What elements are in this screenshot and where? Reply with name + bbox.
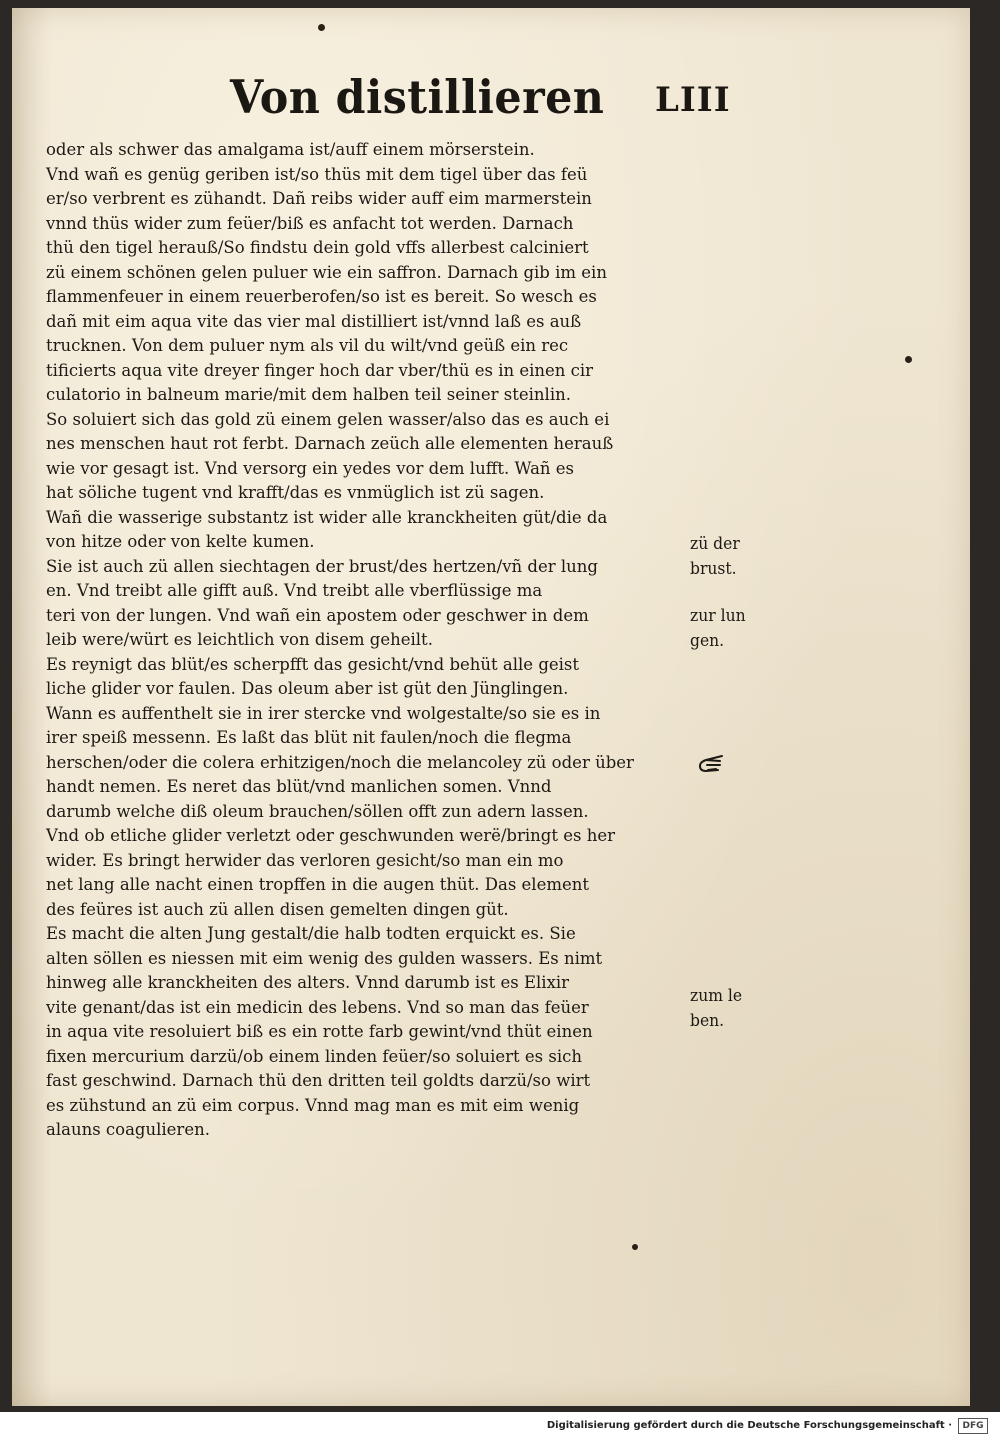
ink-spot	[318, 24, 325, 31]
text-line: So soluiert sich das gold zü einem gelen wasser/also das es auch ei	[46, 409, 610, 429]
running-head: Von distillieren	[230, 70, 605, 124]
text-line: Vnd wañ es genüg geriben ist/so thüs mit dem tigel über das feü	[46, 164, 588, 184]
marginal-note-line: zur lun	[690, 606, 746, 625]
text-line: trucknen. Von dem puluer nym als vil du wilt/vnd geüß ein rec	[46, 336, 569, 355]
text-line: en. Vnd treibt alle gifft auß. Vnd treibt alle vberflüssige ma	[46, 581, 543, 600]
ink-spot	[632, 1244, 638, 1250]
marginal-note-line: ben.	[690, 1010, 725, 1030]
text-line: von hitze oder von kelte kumen.	[46, 532, 315, 551]
marginal-note-lungen	[690, 604, 760, 653]
text-line: Es macht die alten Jung gestalt/die halb todten erquickt es. Sie	[46, 924, 576, 943]
text-line: er/so verbrent es zühandt. Dañ reibs wider auff eim marmerstein	[46, 189, 592, 208]
text-line: fixen mercurium darzü/ob einem linden feüer/so soluiert es sich	[46, 1046, 582, 1066]
pointing-hand-icon	[696, 748, 726, 778]
text-line: leib were/würt es leichtlich von disem geheilt.	[46, 630, 433, 649]
text-line: Sie ist auch zü allen siechtagen der brust/des hertzen/vñ der lung	[46, 556, 598, 576]
text-line: alten söllen es niessen mit eim wenig des gulden wassers. Es nimt	[46, 948, 603, 968]
text-line: teri von der lungen. Vnd wañ ein apostem oder geschwer in dem	[46, 605, 589, 625]
text-line: vite genant/das ist ein medicin des lebens. Vnd so man das feüer	[46, 997, 589, 1017]
dfg-logo-icon: DFG	[958, 1418, 988, 1434]
marginal-note-brust	[690, 532, 760, 581]
text-line: des feüres ist auch zü allen disen gemelten dingen güt.	[46, 899, 509, 919]
text-line: in aqua vite resoluiert biß es ein rotte farb gewint/vnd thüt einen	[46, 1022, 593, 1041]
footer-bar	[0, 1412, 1000, 1440]
text-line: tificierts aqua vite dreyer finger hoch dar vber/thü es in einen cir	[46, 360, 594, 380]
text-line: liche glider vor faulen. Das oleum aber ist güt den Jünglingen.	[46, 679, 569, 698]
marginal-note-line: zü der	[690, 534, 740, 553]
text-line: vnnd thüs wider zum feüer/biß es anfacht tot werden. Darnach	[46, 213, 574, 233]
marginal-note-line: gen.	[690, 630, 725, 650]
footer-credit: Digitalisierung gefördert durch die Deutsche Forschungsgemeinschaft ·	[546, 1420, 952, 1431]
text-line: net lang alle nacht einen tropffen in die augen thüt. Das element	[46, 875, 590, 894]
text-line: dañ mit eim aqua vite das vier mal distilliert ist/vnnd laß es auß	[46, 311, 582, 331]
text-line: thü den tigel herauß/So findstu dein gold vffs allerbest calciniert	[46, 238, 589, 257]
text-line: wie vor gesagt ist. Vnd versorg ein yedes vor dem lufft. Wañ es	[46, 458, 575, 478]
text-line: oder als schwer das amalgama ist/auff einem mörserstein.	[46, 140, 535, 159]
folio-number: LIII	[655, 80, 731, 120]
marginal-note-line: zum le	[690, 986, 743, 1005]
text-line: alauns coagulieren.	[46, 1120, 210, 1139]
text-line: irer speiß messenn. Es laßt das blüt nit faulen/noch die flegma	[46, 728, 572, 747]
text-line: fast geschwind. Darnach thü den dritten teil goldts darzü/so wirt	[46, 1071, 591, 1090]
text-line: nes menschen haut rot ferbt. Darnach zeüch alle elementen herauß	[46, 434, 614, 453]
text-line: darumb welche diß oleum brauchen/söllen offt zun adern lassen.	[46, 801, 589, 821]
ink-spot	[905, 356, 912, 363]
text-line: hat söliche tugent vnd krafft/das es vnmüglich ist zü sagen.	[46, 483, 545, 502]
text-line: Wann es auffenthelt sie in irer stercke vnd wolgestalte/so sie es in	[46, 703, 601, 723]
text-line: es zühstund an zü eim corpus. Vnnd mag man es mit eim wenig	[46, 1095, 580, 1115]
text-line: handt nemen. Es neret das blüt/vnd manlichen somen. Vnnd	[46, 777, 552, 796]
body-text	[46, 138, 686, 1143]
text-line: wider. Es bringt herwider das verloren gesicht/so man ein mo	[46, 850, 564, 870]
text-line: hinweg alle kranckheiten des alters. Vnnd darumb ist es Elixir	[46, 973, 570, 992]
text-line: Vnd ob etliche glider verletzt oder geschwunden werë/bringt es her	[46, 826, 615, 845]
text-line: zü einem schönen gelen puluer wie ein saffron. Darnach gib im ein	[46, 262, 607, 282]
text-line: culatorio in balneum marie/mit dem halben teil seiner steinlin.	[46, 385, 571, 404]
text-line: flammenfeuer in einem reuerberofen/so ist es bereit. So wesch es	[46, 287, 597, 306]
marginal-note-line: brust.	[690, 558, 737, 578]
marginal-note-leben	[690, 984, 760, 1033]
text-line: Es reynigt das blüt/es scherpfft das gesicht/vnd behüt alle geist	[46, 654, 580, 674]
text-line: Wañ die wasserige substantz ist wider alle kranckheiten güt/die da	[46, 507, 608, 527]
text-line: herschen/oder die colera erhitzigen/noch die melancoley zü oder über	[46, 752, 634, 772]
